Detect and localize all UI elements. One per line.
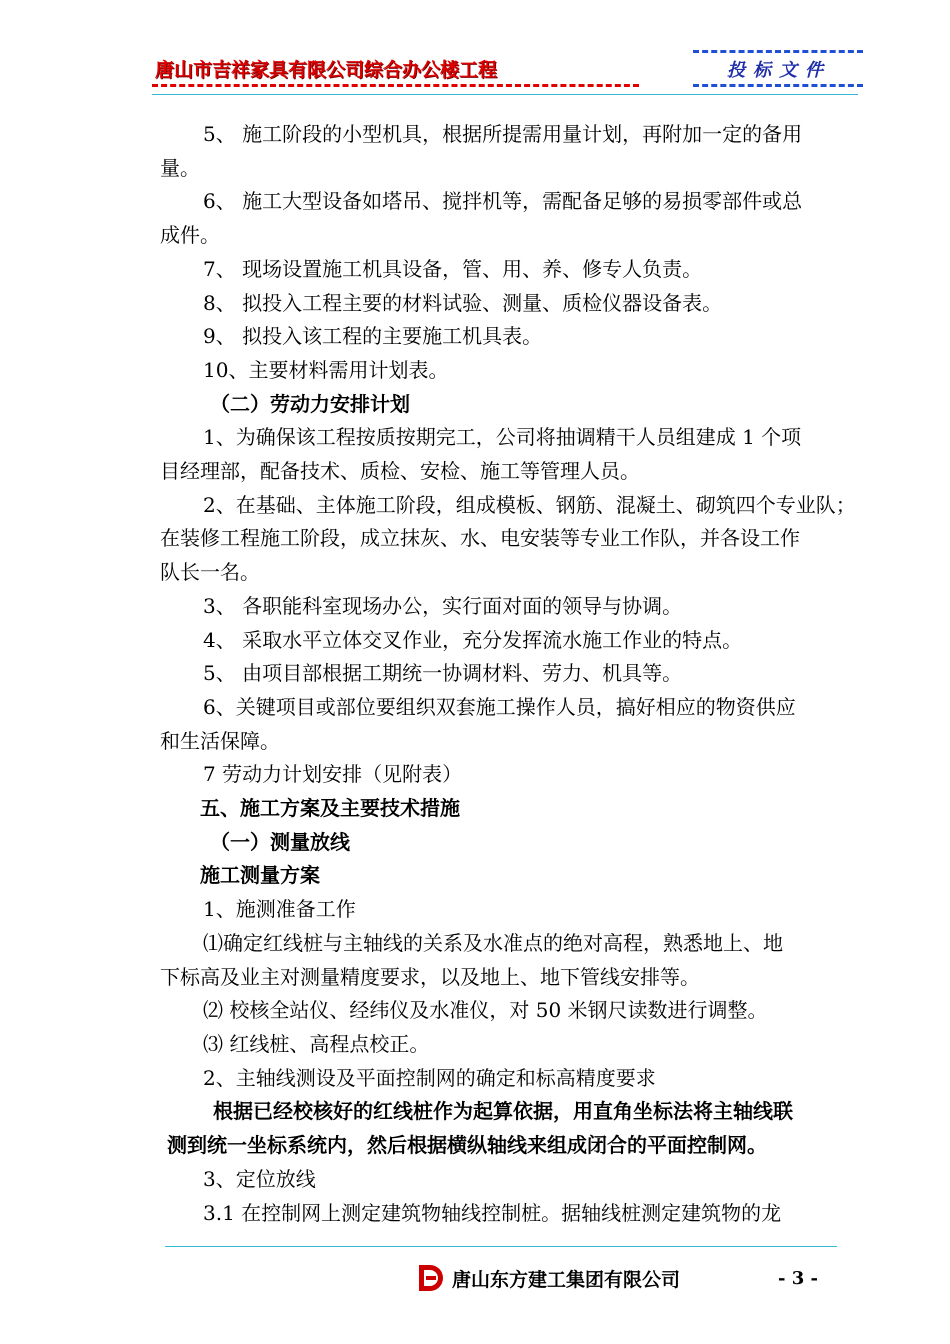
paragraph: 5、 施工阶段的小型机具，根据所提需用量计划，再附加一定的备用 (203, 122, 803, 146)
label-top-rule (693, 50, 863, 53)
label-bottom-rule (693, 84, 863, 87)
document-label: 投标文件 (727, 60, 831, 81)
paragraph-continued: 目经理部，配备技术、质检、安检、施工等管理人员。 (160, 459, 640, 484)
paragraph: 4、 采取水平立体交叉作业，充分发挥流水施工作业的特点。 (203, 627, 743, 652)
paragraph: 8、 拟投入工程主要的材料试验、测量、质检仪器设备表。 (203, 290, 723, 315)
paragraph-continued: 队长一名。 (160, 560, 260, 585)
project-title: 唐山市吉祥家具有限公司综合办公楼工程 (155, 59, 498, 81)
company-logo-icon (418, 1264, 444, 1292)
page-number: - 3 - (778, 1268, 818, 1289)
paragraph: 10、主要材料需用计划表。 (203, 357, 449, 382)
paragraph: 2、在基础、主体施工阶段，组成模板、钢筋、混凝土、砌筑四个专业队； (203, 492, 856, 517)
paragraph: 3.1 在控制网上测定建筑物轴线控制桩。据轴线桩测定建筑物的龙 (203, 1200, 782, 1225)
paragraph: 6、关键项目或部位要组织双套施工操作人员，搞好相应的物资供应 (203, 694, 796, 719)
subsection-heading: 施工测量方案 (200, 863, 320, 888)
paragraph-continued: 成件。 (160, 223, 220, 248)
paragraph: 6、 施工大型设备如塔吊、搅拌机等，需配备足够的易损零部件或总 (203, 189, 803, 214)
paragraph: 3、定位放线 (203, 1166, 316, 1191)
paragraph: 1、施测准备工作 (203, 897, 356, 922)
paragraph-continued: 在装修工程施工阶段，成立抹灰、水、电安装等专业工作队，并各设工作 (160, 526, 800, 551)
paragraph: 1、为确保该工程按质按期完工，公司将抽调精干人员组建成 1 个项 (203, 425, 802, 450)
bold-paragraph-continued: 测到统一坐标系统内，然后根据横纵轴线来组成闭合的平面控制网。 (167, 1133, 767, 1158)
section-heading: （一）测量放线 (210, 829, 350, 854)
chapter-heading: 五、施工方案及主要技术措施 (200, 796, 460, 821)
header-divider (152, 94, 858, 95)
paragraph: 5、 由项目部根据工期统一协调材料、劳力、机具等。 (203, 661, 683, 686)
section-heading: （二）劳动力安排计划 (210, 391, 410, 416)
paragraph: 9、 拟投入该工程的主要施工机具表。 (203, 324, 543, 349)
paragraph: ⑴确定红线桩与主轴线的关系及水准点的绝对高程，熟悉地上、地 (203, 930, 783, 955)
paragraph: 7 劳动力计划安排（见附表） (203, 762, 463, 787)
footer-divider (165, 1246, 837, 1247)
paragraph: 7、 现场设置施工机具设备，管、用、养、修专人负责。 (203, 256, 703, 281)
paragraph-continued: 量。 (160, 155, 200, 180)
page-header (0, 0, 950, 100)
page-body (160, 118, 860, 1230)
paragraph-continued: 下标高及业主对测量精度要求，以及地上、地下管线安排等。 (160, 964, 700, 989)
paragraph: ⑵ 校核全站仪、经纬仪及水准仪，对 50 米钢尺读数进行调整。 (203, 998, 768, 1023)
company-name: 唐山东方建工集团有限公司 (452, 1269, 681, 1291)
paragraph: ⑶ 红线桩、高程点校正。 (203, 1031, 430, 1056)
bold-paragraph: 根据已经校核好的红线桩作为起算依据，用直角坐标法将主轴线联 (213, 1099, 793, 1124)
paragraph: 3、 各职能科室现场办公，实行面对面的领导与协调。 (203, 593, 683, 618)
paragraph: 2、主轴线测设及平面控制网的确定和标高精度要求 (203, 1065, 656, 1090)
title-underline (152, 84, 639, 87)
paragraph-continued: 和生活保障。 (160, 728, 280, 753)
